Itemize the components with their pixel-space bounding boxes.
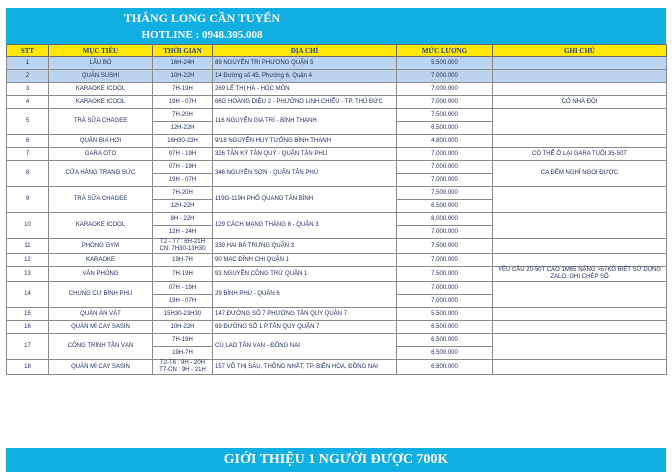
cell-stt: 4: [7, 96, 49, 109]
cell-note: [493, 213, 667, 239]
cell-address: 90 MẠC ĐĨNH CHI QUẬN 1: [213, 254, 397, 267]
table-row: [7, 282, 667, 295]
cell-time: 16H-24H: [153, 57, 213, 70]
table-row: [7, 57, 667, 70]
table-row: [7, 267, 667, 282]
cell-address: 66G HOÀNG DIỆU 2 - PHƯỜNG LINH CHIỂU - TP. THỦ ĐỨC: [213, 96, 397, 109]
cell-time: 7H-19H: [153, 334, 213, 347]
cell-position: CÔNG TRÌNH TÂN VẠN: [49, 334, 153, 360]
cell-time: 07H - 19H: [153, 161, 213, 174]
cell-note: CA ĐÊM NGHỈ NGOI ĐƯỢC: [493, 161, 667, 187]
cell-note: [493, 187, 667, 213]
column-header-salary: MỨC LƯƠNG: [397, 45, 493, 57]
cell-time: T2 - T7 : 6H-21H CN: 7H30-13H30: [153, 239, 213, 254]
cell-salary: 4.800.000: [397, 135, 493, 148]
cell-note: CÓ THỂ Ở LẠI GARA TUỔI 35-50T: [493, 148, 667, 161]
column-header-address: ĐỊA CHỈ: [213, 45, 397, 57]
cell-position: TRÀ SỮA CHAGEE: [49, 109, 153, 135]
table-row: [7, 96, 667, 109]
cell-time: T2-T6 : 9H - 20H T7-CN : 9H - 21H: [153, 360, 213, 375]
table-row: [7, 83, 667, 96]
cell-time: 7H-20H: [153, 187, 213, 200]
cell-note: [493, 334, 667, 360]
hotline-text: HOTLINE : 0948.305.008: [141, 29, 263, 41]
cell-salary: 5.500.000: [397, 57, 493, 70]
table-row: [7, 254, 667, 267]
table-row: [7, 161, 667, 174]
cell-address: 119G-119H PHỔ QUANG TÂN BÌNH: [213, 187, 397, 213]
cell-time: 12H-22H: [153, 122, 213, 135]
cell-stt: 2: [7, 70, 49, 83]
cell-position: QUÁN BIA HƠI: [49, 135, 153, 148]
cell-address: 339 HAI BÀ TRƯNG QUẬN 3: [213, 239, 397, 254]
column-header-time: THỜI GIAN: [153, 45, 213, 57]
cell-note: [493, 321, 667, 334]
column-header-stt: STT: [7, 45, 49, 57]
cell-position: QUÁN MÌ CAY SASIN: [49, 360, 153, 375]
jobs-table-wrapper: [6, 44, 666, 375]
cell-position: PHÒNG GYM: [49, 239, 153, 254]
cell-stt: 9: [7, 187, 49, 213]
cell-address: 29 BÌNH PHÚ - QUẬN 6: [213, 282, 397, 308]
cell-note: [493, 254, 667, 267]
cell-note: [493, 109, 667, 135]
jobs-table: [6, 44, 667, 375]
footer-banner: GIỚI THIỆU 1 NGƯỜI ĐƯỢC 700K: [6, 448, 666, 472]
cell-note: YÊU CẦU 20-50T CAO 1M65 NẶNG >57KG BIẾT SỬ DỤNG ZALO, GHI CHÉP SỔ: [493, 267, 667, 282]
cell-stt: 12: [7, 254, 49, 267]
column-header-position: MỤC TIÊU: [49, 45, 153, 57]
cell-position: KARAOKE: [49, 254, 153, 267]
column-header-note: GHI CHÚ: [493, 45, 667, 57]
cell-position: QUÁN SUSHI: [49, 70, 153, 83]
cell-position: KARAOKE ICOOL: [49, 213, 153, 239]
header-banner: [6, 8, 666, 44]
cell-time: 10H-22H: [153, 70, 213, 83]
cell-salary: 7.500.000: [397, 239, 493, 254]
cell-stt: 5: [7, 109, 49, 135]
cell-salary: 7.000.000: [397, 70, 493, 83]
cell-time: 7H-19H: [153, 267, 213, 282]
cell-stt: 15: [7, 308, 49, 321]
cell-address: 269 LÊ THỊ HÀ - HÓC MÔN: [213, 83, 397, 96]
table-header-row: [7, 45, 667, 57]
jobs-table-body: [7, 57, 667, 375]
cell-position: CHUNG CƯ BÌNH PHÚ: [49, 282, 153, 308]
table-row: [7, 109, 667, 122]
cell-note: [493, 308, 667, 321]
cell-time: 15H30-23H30: [153, 308, 213, 321]
cell-salary: 7.000.000: [397, 254, 493, 267]
cell-salary: 6.500.000: [397, 347, 493, 360]
cell-time: 7H-19H: [153, 83, 213, 96]
cell-salary: 7.000.000: [397, 161, 493, 174]
table-row: [7, 213, 667, 226]
cell-position: GARA OTO: [49, 148, 153, 161]
cell-stt: 7: [7, 148, 49, 161]
cell-salary: 7.000.000: [397, 83, 493, 96]
table-row: [7, 135, 667, 148]
cell-address: 157 VÕ THỊ SÁU, THỐNG NHẤT, TP. BIÊN HÒA, ĐỒNG NAI: [213, 360, 397, 375]
cell-salary: 6.500.000: [397, 200, 493, 213]
cell-time: 12H-22H: [153, 200, 213, 213]
cell-address: 89 NGUYỄN TRI PHƯƠNG QUẬN 5: [213, 57, 397, 70]
cell-note: [493, 83, 667, 96]
cell-stt: 3: [7, 83, 49, 96]
cell-position: QUÁN MÌ CAY SASIN: [49, 321, 153, 334]
cell-position: VĂN PHÒNG: [49, 267, 153, 282]
cell-note: [493, 282, 667, 308]
cell-stt: 13: [7, 267, 49, 282]
cell-time: 19H - 07H: [153, 295, 213, 308]
cell-salary: 7.000.000: [397, 96, 493, 109]
poster-title: THĂNG LONG CẦN TUYỂN: [123, 11, 281, 25]
cell-time: 12H - 24H: [153, 226, 213, 239]
cell-time: 19H - 07H: [153, 96, 213, 109]
cell-time: 16H30-23H: [153, 135, 213, 148]
cell-stt: 6: [7, 135, 49, 148]
cell-note: CÓ NHÀ ĐỘI: [493, 96, 667, 109]
cell-stt: 17: [7, 334, 49, 360]
table-row: [7, 321, 667, 334]
table-row: [7, 308, 667, 321]
cell-address: 93 NGUYỄN CÔNG TRỨ QUẬN 1: [213, 267, 397, 282]
cell-note: [493, 70, 667, 83]
cell-address: CÙ LAO TÂN VẠN - ĐỒNG NAI: [213, 334, 397, 360]
cell-position: KARAOKE ICOOL: [49, 83, 153, 96]
cell-time: 07H - 19H: [153, 148, 213, 161]
table-row: [7, 148, 667, 161]
cell-salary: 7.000.000: [397, 226, 493, 239]
cell-salary: 5.500.000: [397, 308, 493, 321]
cell-address: 326 TÂN KỲ TÂN QUÝ - QUẬN TÂN PHÚ: [213, 148, 397, 161]
cell-note: [493, 360, 667, 375]
cell-time: 8H - 22H: [153, 213, 213, 226]
table-row: [7, 187, 667, 200]
cell-position: LẨU BÒ: [49, 57, 153, 70]
cell-stt: 10: [7, 213, 49, 239]
cell-time: 07H - 19H: [153, 282, 213, 295]
cell-salary: 7.500.000: [397, 187, 493, 200]
cell-stt: 1: [7, 57, 49, 70]
cell-position: KARAOKE ICOOL: [49, 96, 153, 109]
cell-stt: 11: [7, 239, 49, 254]
cell-time: 7H-20H: [153, 109, 213, 122]
cell-salary: 6.500.000: [397, 122, 493, 135]
cell-salary: 6.800.000: [397, 360, 493, 375]
cell-time: 10H-22H: [153, 321, 213, 334]
cell-time: 19H-7H: [153, 347, 213, 360]
cell-stt: 14: [7, 282, 49, 308]
cell-salary: 6.500.000: [397, 321, 493, 334]
cell-stt: 18: [7, 360, 49, 375]
cell-address: 9/18 NGUYỄN HUY TƯỞNG BÌNH THẠNH: [213, 135, 397, 148]
cell-stt: 8: [7, 161, 49, 187]
cell-salary: 7.000.000: [397, 282, 493, 295]
cell-address: 147 ĐƯỜNG SỐ 7 PHƯỜNG TÂN QUY QUẬN 7: [213, 308, 397, 321]
table-row: [7, 360, 667, 375]
cell-salary: 7.500.000: [397, 109, 493, 122]
cell-note: [493, 135, 667, 148]
table-row: [7, 239, 667, 254]
cell-stt: 16: [7, 321, 49, 334]
cell-address: 14 Đường số 45, Phường 6, Quận 4: [213, 70, 397, 83]
cell-address: 116 NGUYỄN GIA TRÍ - BÌNH THẠNH: [213, 109, 397, 135]
cell-position: TRÀ SỮA CHAGEE: [49, 187, 153, 213]
table-row: [7, 334, 667, 347]
cell-salary: 7.000.000: [397, 174, 493, 187]
cell-salary: 7.000.000: [397, 148, 493, 161]
cell-salary: 7.000.000: [397, 295, 493, 308]
cell-address: 346 NGUYỄN SƠN - QUẬN TÂN PHÚ: [213, 161, 397, 187]
cell-address: 69 ĐƯỜNG SỐ 1 P.TÂN QUY QUẬN 7: [213, 321, 397, 334]
cell-address: 129 CÁCH MẠNG THÁNG 8 - QUẬN 3: [213, 213, 397, 239]
cell-salary: 7.500.000: [397, 267, 493, 282]
cell-salary: 8.000.000: [397, 213, 493, 226]
cell-note: [493, 57, 667, 70]
cell-position: CỬA HÀNG TRANG SỨC: [49, 161, 153, 187]
cell-time: 19H - 07H: [153, 174, 213, 187]
cell-salary: 6.500.000: [397, 334, 493, 347]
table-row: [7, 70, 667, 83]
cell-position: QUÁN ĂN VẶT: [49, 308, 153, 321]
cell-note: [493, 239, 667, 254]
cell-time: 19H-7H: [153, 254, 213, 267]
